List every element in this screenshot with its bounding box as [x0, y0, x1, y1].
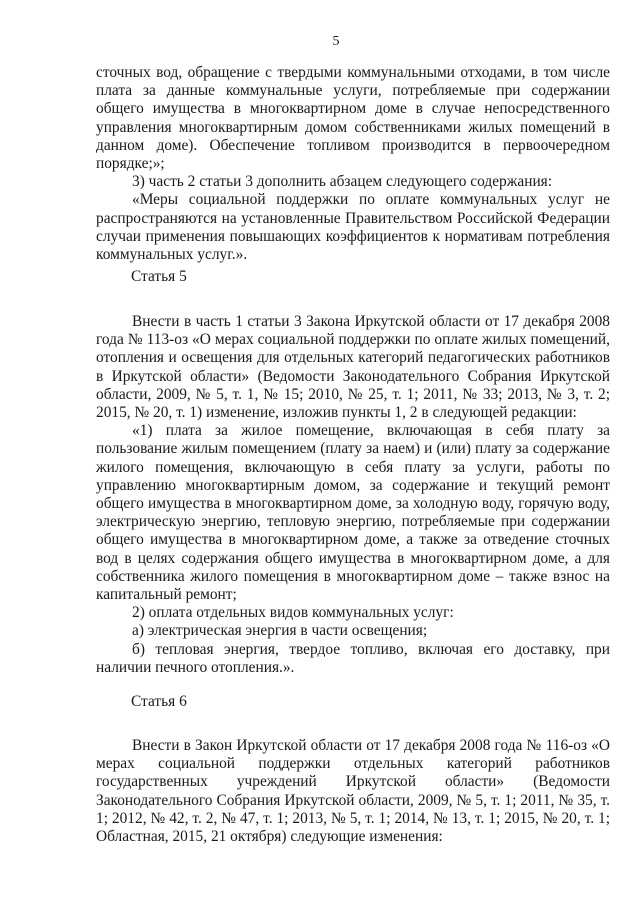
- article-5-intro: Внести в часть 1 статьи 3 Закона Иркутской области от 17 декабря 2008 года № 113-оз «О мерах социальной поддержки по оплате жилых помещений, отопления и освещения для отдельных категорий педагогических работников в Иркутской области» (Ведомости Законодательного Собрания Иркутской области, 2009, № 5, т. 1, № 15; 2010, № 25, т. 1; 2011, № 33; 2013, № 3, т. 2; 2015, № 20, т. 1) изменение, изложив пункты 1, 2 в следующей редакции:: [96, 313, 610, 422]
- continued-text-block: [96, 64, 610, 264]
- article-5-item-1: «1) плата за жилое помещение, включающая в себя плату за пользование жилым помещением (плату за наем) и (или) плату за содержание жилого помещения, включающую в себя плату за услуги, работы по управлению многоквартирным домом, за содержание и текущий ремонт общего имущества в многоквартирном доме, за холодную воду, горячую воду, электрическую энергию, тепловую энергию, потребляемые при содержании общего имущества в многоквартирном доме, а также за отведение сточных вод в целях содержания общего имущества в многоквартирном доме, а для собственника жилого помещения в многоквартирном доме – также взнос на капитальный ремонт;: [96, 422, 610, 604]
- article-5-heading: Статья 5: [131, 268, 187, 285]
- article-6-heading: Статья 6: [131, 693, 187, 710]
- article-5-body: [96, 313, 610, 677]
- paragraph-quote: «Меры социальной поддержки по оплате коммунальных услуг не распространяются на установленные Правительством Российской Федерации случаи применения повышающих коэффициентов к нормативам потребления коммунальных услуг.».: [96, 191, 610, 264]
- article-5-item-2b: б) тепловая энергия, твердое топливо, включая его доставку, при наличии печного отопления.».: [96, 640, 610, 676]
- paragraph-item-3: 3) часть 2 статьи 3 дополнить абзацем следующего содержания:: [132, 173, 553, 191]
- article-6-body: [96, 737, 610, 846]
- article-6-intro: Внести в Закон Иркутской области от 17 декабря 2008 года № 116-оз «О мерах социальной поддержки отдельных категорий работников государственных учреждений Иркутской области» (Ведомости Законодательного Собрания Иркутской области, 2009, № 5, т. 1; 2011, № 35, т. 1; 2012, № 42, т. 2, № 47, т. 1; 2013, № 5, т. 1; 2014, № 13, т. 1; 2015, № 20, т. 1; Областная, 2015, 21 октября) следующие изменения:: [96, 737, 610, 846]
- article-5-item-2a: а) электрическая энергия в части освещения;: [132, 622, 428, 640]
- page-number: 5: [332, 34, 340, 49]
- article-5-item-2: 2) оплата отдельных видов коммунальных услуг:: [132, 604, 454, 622]
- paragraph-continuation: сточных вод, обращение с твердыми коммунальными отходами, в том числе плата за данные коммунальные услуги, потребляемые при содержании общего имущества в многоквартирном доме в случае непосредственного управления многоквартирным домом собственниками жилых помещений в данном доме). Обеспечение топливом производится в первоочередном порядке;»;: [96, 64, 610, 173]
